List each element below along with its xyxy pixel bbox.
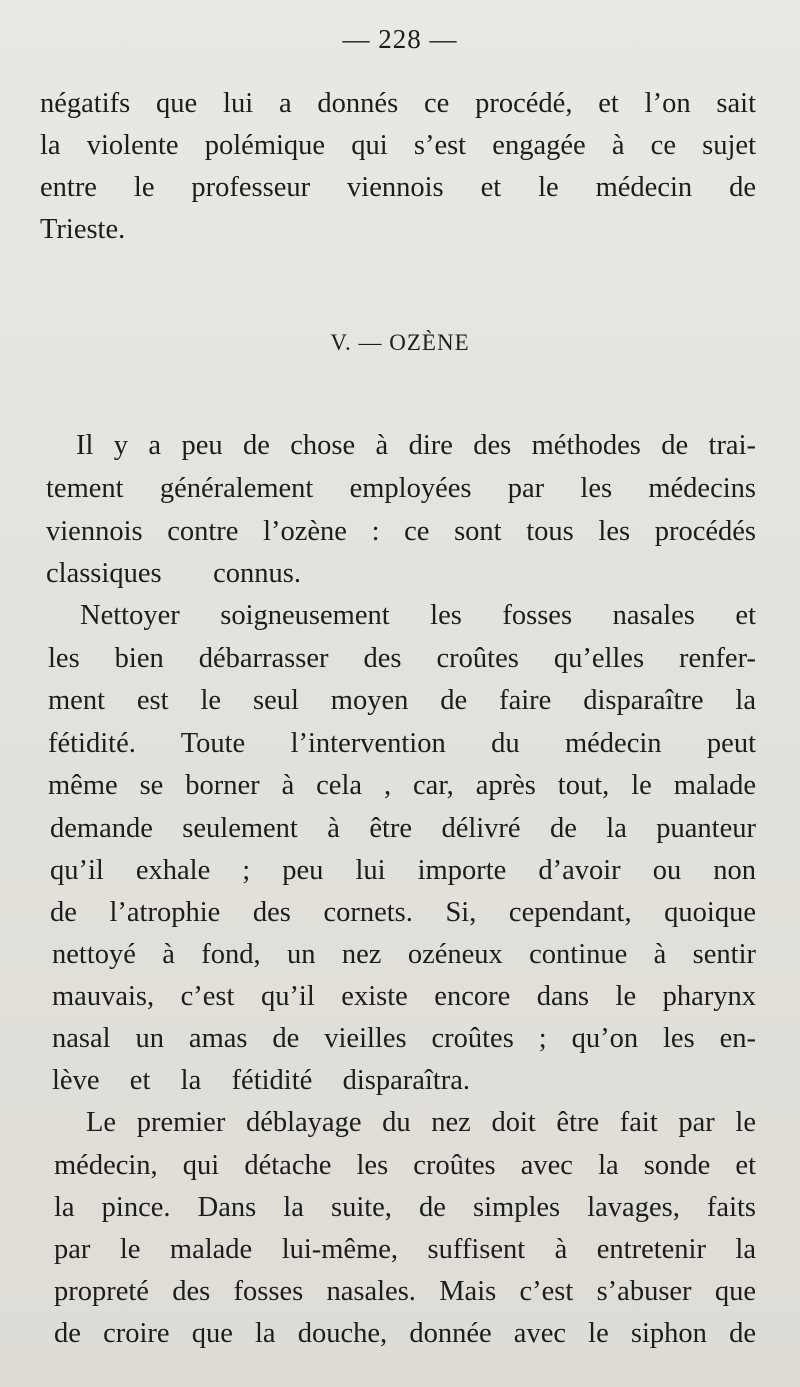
line-text: nasal un amas de vieilles croûtes ; qu’on les en- <box>52 1023 756 1054</box>
line-text: ment est le seul moyen de faire disparaître la <box>48 685 756 716</box>
text-line <box>0 172 800 216</box>
text-line <box>0 1276 800 1320</box>
text-line <box>0 558 800 602</box>
line-text: nettoyé à fond, un nez ozéneux continue à sentir <box>52 939 756 970</box>
text-line <box>0 1150 800 1194</box>
line-text: de l’atrophie des cornets. Si, cependant, quoique <box>50 897 756 928</box>
line-text: la pince. Dans la suite, de simples lavages, faits <box>54 1192 756 1223</box>
text-line <box>0 1192 800 1236</box>
line-text: par le malade lui-même, suffisent à entretenir la <box>54 1234 756 1265</box>
section-heading: V. — OZÈNE <box>330 330 470 355</box>
line-text: négatifs que lui a donnés ce procédé, et l’on sait <box>40 88 756 119</box>
text-line <box>0 728 800 772</box>
line-text: les bien débarrasser des croûtes qu’elles renfer- <box>48 643 756 674</box>
line-text: la violente polémique qui s’est engagée à ce sujet <box>40 130 756 161</box>
text-line <box>0 855 800 899</box>
text-line <box>0 1023 800 1067</box>
text-line <box>0 1107 800 1151</box>
text-line <box>0 813 800 857</box>
line-text: tement généralement employées par les médecins <box>46 473 756 504</box>
text-line <box>0 214 800 258</box>
line-text: classiques connus. <box>46 558 301 589</box>
line-text: propreté des fosses nasales. Mais c’est s’abuser que <box>54 1276 756 1307</box>
text-line <box>0 473 800 517</box>
text-line <box>0 939 800 983</box>
text-line <box>0 770 800 814</box>
text-line <box>0 1234 800 1278</box>
line-text: Le premier déblayage du nez doit être fait par le <box>86 1107 756 1138</box>
text-line <box>0 88 800 132</box>
line-text: mauvais, c’est qu’il existe encore dans le pharynx <box>52 981 756 1012</box>
line-text: Il y a peu de chose à dire des méthodes de trai- <box>76 430 756 461</box>
text-line <box>0 897 800 941</box>
line-text: viennois contre l’ozène : ce sont tous les procédés <box>46 516 756 547</box>
line-text: entre le professeur viennois et le médecin de <box>40 172 756 203</box>
text-line <box>0 1318 800 1362</box>
line-text: Trieste. <box>40 214 126 245</box>
text-line <box>0 516 800 560</box>
line-text: même se borner à cela , car, après tout, le malade <box>48 770 756 801</box>
line-text: de croire que la douche, donnée avec le siphon de <box>54 1318 756 1349</box>
text-line <box>0 600 800 644</box>
line-text: demande seulement à être délivré de la puanteur <box>50 813 756 844</box>
line-text: qu’il exhale ; peu lui importe d’avoir ou non <box>50 855 756 886</box>
text-line <box>0 685 800 729</box>
line-text: médecin, qui détache les croûtes avec la sonde et <box>54 1150 756 1181</box>
text-line <box>0 981 800 1025</box>
text-line <box>0 1065 800 1109</box>
line-text: fétidité. Toute l’intervention du médecin peut <box>48 728 756 759</box>
text-line <box>0 430 800 474</box>
text-line <box>0 130 800 174</box>
line-text: Nettoyer soigneusement les fosses nasales et <box>80 600 756 631</box>
page-number: — 228 — <box>342 24 458 54</box>
line-text: lève et la fétidité disparaîtra. <box>52 1065 470 1096</box>
text-line <box>0 643 800 687</box>
